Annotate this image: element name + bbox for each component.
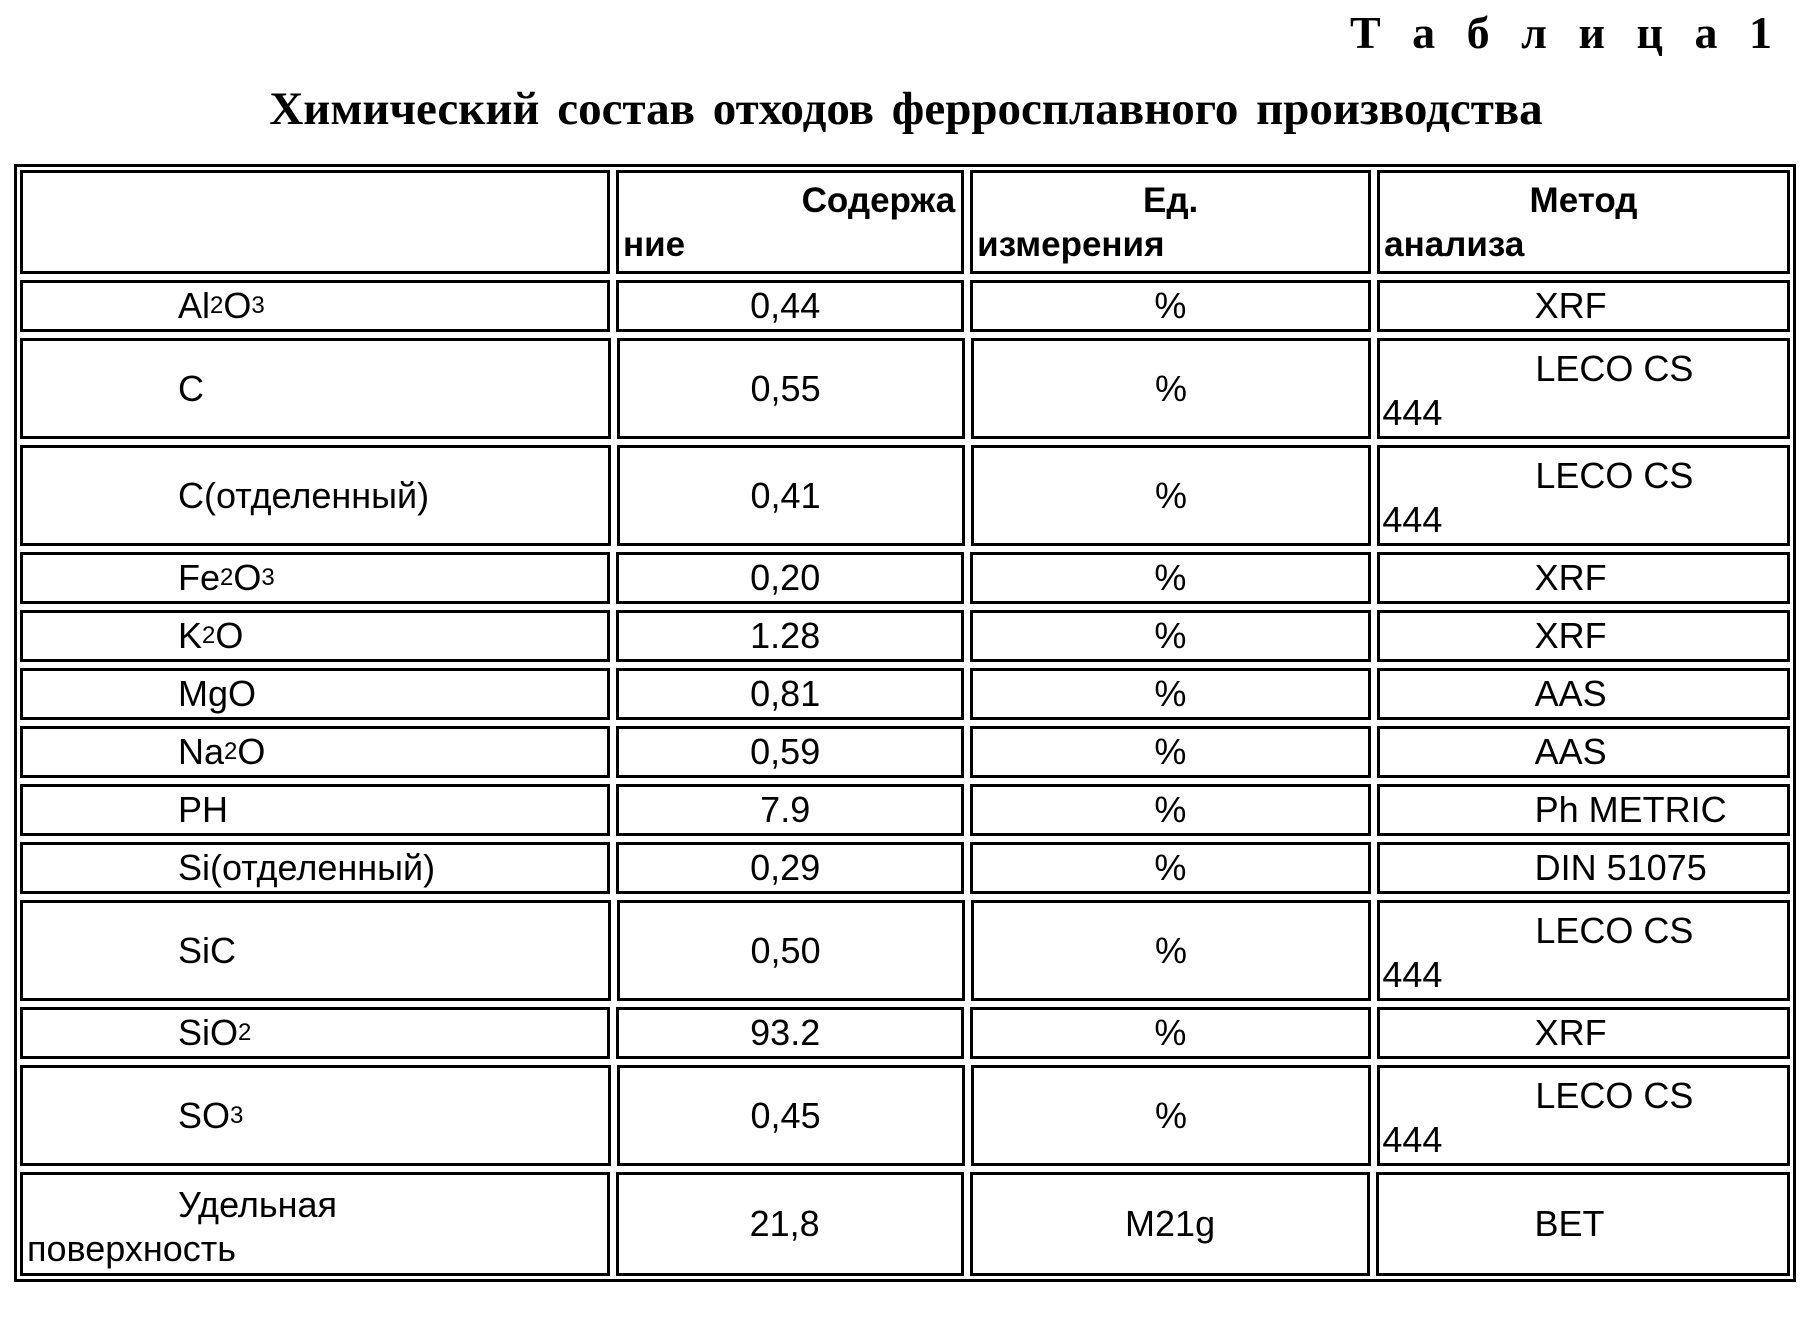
table-title: Химический состав отходов ферросплавного производства <box>269 83 1543 135</box>
row-parameter: Na 2 O <box>20 726 610 778</box>
table-number: Т а б л и ц а 1 <box>1350 7 1782 58</box>
row-value: 93.2 <box>616 1007 964 1059</box>
row-method: LECO CS 444 <box>1377 900 1790 1001</box>
row-unit: % <box>971 900 1372 1001</box>
row-unit: % <box>970 1007 1371 1059</box>
row-method: BET <box>1376 1172 1790 1276</box>
row-value: 0,81 <box>616 668 964 720</box>
row-method: XRF <box>1377 552 1790 604</box>
row-method: Ph METRIC <box>1377 784 1790 836</box>
row-unit: % <box>970 610 1371 662</box>
header-content-part1: Содержа <box>801 181 956 220</box>
row-unit: % <box>970 552 1371 604</box>
composition-table <box>14 164 1796 1282</box>
table-row <box>20 445 1790 546</box>
row-unit: % <box>970 280 1371 332</box>
row-value: 7.9 <box>616 784 964 836</box>
row-method: DIN 51075 <box>1377 842 1790 894</box>
header-unit-part1: Ед. <box>1142 181 1199 220</box>
row-unit: M21g <box>970 1172 1371 1276</box>
header-content-cell <box>616 170 964 274</box>
row-value: 0,50 <box>617 900 965 1001</box>
row-parameter: C <box>20 338 611 439</box>
table-row <box>20 1007 1790 1059</box>
table-row <box>20 280 1790 332</box>
table-row <box>20 552 1790 604</box>
row-parameter: K 2 O <box>20 610 610 662</box>
row-method: AAS <box>1377 726 1790 778</box>
row-method: LECO CS 444 <box>1377 1065 1790 1166</box>
row-parameter: Fe 2 O 3 <box>20 552 610 604</box>
row-unit: % <box>971 1065 1372 1166</box>
row-value: 0,59 <box>616 726 964 778</box>
row-parameter: Si(отделенный) <box>20 842 610 894</box>
row-parameter: PH <box>20 784 610 836</box>
header-method-part2: анализа <box>1384 225 1525 264</box>
row-method: XRF <box>1377 1007 1790 1059</box>
row-parameter: SO 3 <box>20 1065 611 1166</box>
row-method: XRF <box>1377 280 1790 332</box>
header-unit-part2: измерения <box>977 225 1165 264</box>
row-unit: % <box>970 726 1371 778</box>
table-row <box>20 1065 1790 1166</box>
header-content-part2: ние <box>622 225 686 264</box>
row-parameter: Удельная поверхность <box>20 1172 610 1276</box>
header-method-cell <box>1377 170 1790 274</box>
row-value: 0,20 <box>616 552 964 604</box>
row-value: 0,44 <box>616 280 964 332</box>
row-parameter: C(отделенный) <box>20 445 611 546</box>
row-method: AAS <box>1377 668 1790 720</box>
row-unit: % <box>970 784 1371 836</box>
row-unit: % <box>970 668 1371 720</box>
header-parameter-cell <box>20 170 610 274</box>
row-parameter: SiC <box>20 900 611 1001</box>
row-value: 0,41 <box>617 445 965 546</box>
row-method: XRF <box>1377 610 1790 662</box>
table-row <box>20 900 1790 1001</box>
row-parameter: Al 2 O 3 <box>20 280 610 332</box>
table-row <box>20 610 1790 662</box>
row-value: 0,55 <box>617 338 965 439</box>
row-value: 0,45 <box>617 1065 965 1166</box>
table-row <box>20 726 1790 778</box>
header-method-part1: Метод <box>1529 181 1638 220</box>
row-unit: % <box>970 842 1371 894</box>
row-method: LECO CS 444 <box>1377 338 1790 439</box>
row-parameter: MgO <box>20 668 610 720</box>
table-row <box>20 338 1790 439</box>
row-unit: % <box>971 445 1372 546</box>
row-value: 0,29 <box>616 842 964 894</box>
table-row <box>20 668 1790 720</box>
row-unit: % <box>971 338 1372 439</box>
table-row <box>20 842 1790 894</box>
row-parameter: SiO 2 <box>20 1007 610 1059</box>
table-header-row <box>20 170 1790 274</box>
row-value: 21,8 <box>616 1172 964 1276</box>
row-method: LECO CS 444 <box>1377 445 1790 546</box>
row-value: 1.28 <box>616 610 964 662</box>
table-row <box>20 1172 1790 1276</box>
table-row <box>20 784 1790 836</box>
header-unit-cell <box>970 170 1371 274</box>
